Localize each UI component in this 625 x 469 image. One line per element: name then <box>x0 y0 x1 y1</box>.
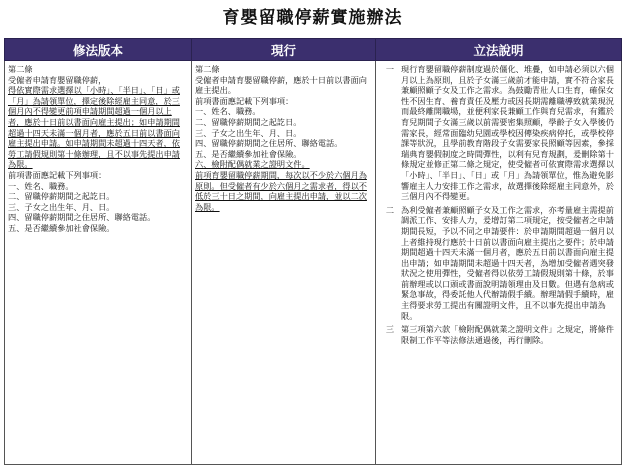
current-line: 六、檢附配偶就業之證明文件。 <box>195 159 310 170</box>
amended-line: 五、是否繼續參加社會保險。 <box>8 222 115 233</box>
page-title: 育嬰留職停薪實施辦法 <box>222 8 403 28</box>
note-text: 現行育嬰留職停薪制度過於僵化、堆疊，如申請必須以六個月以上為原則，且於子女滿三歲前才能申請，實不符合家長兼顧照顧子女及工作之需求。為鼓勵青壯人口生育，確保女性不因生育、養育責任及壓力或因長期需離職導致就業現況而最終離開職場，並便利家長兼顧工作與育兒需求，有鑑於育兒期間子女滿三歲以前需要密集照顧，學齡子女入學後仍需家長，經常面臨幼兒園或學校因傳染疾病停托，或學校停課等狀況，且學前教育階段子女需要家長照顧等因素，參採瑞典育嬰假制度之時間彈性，以利有兒育規劃，爰刪除第十條規定並修正第二條之規定，使受僱者可依實際需求選擇以「小時」、「半日」、「日」或「月」為請領單位，惟為避免影響雇主人力安排工作之需求，故選擇後除經雇主同意外，於三個月內不得變更。 <box>401 64 614 202</box>
current-line: 第二條 <box>195 64 220 74</box>
amended-line: 四、留職停薪期間之住居所、聯絡電話。 <box>8 212 156 223</box>
amended-version-cell <box>5 61 192 465</box>
header-explanation: 立法說明 <box>376 39 622 61</box>
explanation-note <box>379 205 618 322</box>
amended-line: 第二條 <box>8 64 33 74</box>
explanation-cell <box>376 61 622 465</box>
amended-line: 前項書面應記載下列事項： <box>8 169 107 180</box>
current-line: 三、子女之出生年、月、日。 <box>195 127 302 138</box>
amended-line: 一、姓名、職務。 <box>8 180 74 191</box>
current-version-cell <box>192 61 376 465</box>
note-number: 三 <box>385 324 395 335</box>
note-text: 為利受僱者兼顧照顧子女及工作之需求，亦考量雇主需提前調派工作、安排人力，爰增訂第二項規定，按受僱者之申請期間長短，予以不同之申請要件：於申請期間超過一個月以上者維持現行應於十日前以書面向雇主提出之要件；於申請期間超過十四天未滿一個月者，應於五日前以書面向雇主提出申請；如申請期間未超過十四天者，為增加受僱者遇突發狀況之使用彈性，受僱者得以依勞工請假規則第十條，於事前辦理或以口頭或書面說明請領理由及日數。但遇有急病或緊急事故，得委託他人代辦請假手續。辦理請假手續時，雇主得要求勞工提出有關證明文件，且不以事先提出申請為限。 <box>401 204 614 321</box>
note-number: 一 <box>385 64 395 74</box>
amended-line: 三、子女之出生年、月、日。 <box>8 201 115 212</box>
current-line: 四、留職停薪期間之住居所、聯絡電話。 <box>195 138 343 149</box>
header-amended: 修法版本 <box>5 39 192 61</box>
note-number: 二 <box>385 204 395 215</box>
current-line: 一、姓名、職務。 <box>195 106 261 117</box>
note-text: 第三項第六款「檢附配偶就業之證明文件」之規定，將條件限制工作平等法修法通過後，再行刪除。 <box>401 324 614 345</box>
current-line: 二、留職停薪期間之起訖日。 <box>195 116 302 127</box>
explanation-note <box>379 324 618 345</box>
table-header-row <box>5 39 622 61</box>
amended-line: 受僱者申請育嬰留職停薪， <box>8 74 107 85</box>
current-line: 五、是否繼續參加社會保險。 <box>195 148 302 159</box>
current-line: 前項育嬰留職停薪期間，每次以不少於六個月為原則。但受僱者有少於六個月之需求者，得以不低於三十日之期間，向雇主提出申請，並以二次為限。 <box>195 169 367 212</box>
amended-line: 二、留職停薪期間之起訖日。 <box>8 191 115 202</box>
amended-line: 得依實際需求選擇以「小時」、「半日」、「日」或「月」為請領單位，擇定後除經雇主同意，於三個月內不得變更前項申請期間超過一個月以上者，應於十日前以書面向雇主提出；如申請期間超過十四天未滿一個月者，應於五日前以書面向雇主提出申請。如申請期間未超過十四天者，依勞工請假規則第十條辦理，且不以事先提出申請為限。 <box>8 85 180 170</box>
explanation-note <box>379 64 618 202</box>
table-row <box>5 61 622 465</box>
current-line: 受僱者申請育嬰留職停薪，應於十日前以書面向雇主提出。 <box>195 74 367 96</box>
current-line: 前項書面應記載下列事項： <box>195 95 294 106</box>
header-current: 現行 <box>192 39 376 61</box>
comparison-table <box>4 38 622 465</box>
